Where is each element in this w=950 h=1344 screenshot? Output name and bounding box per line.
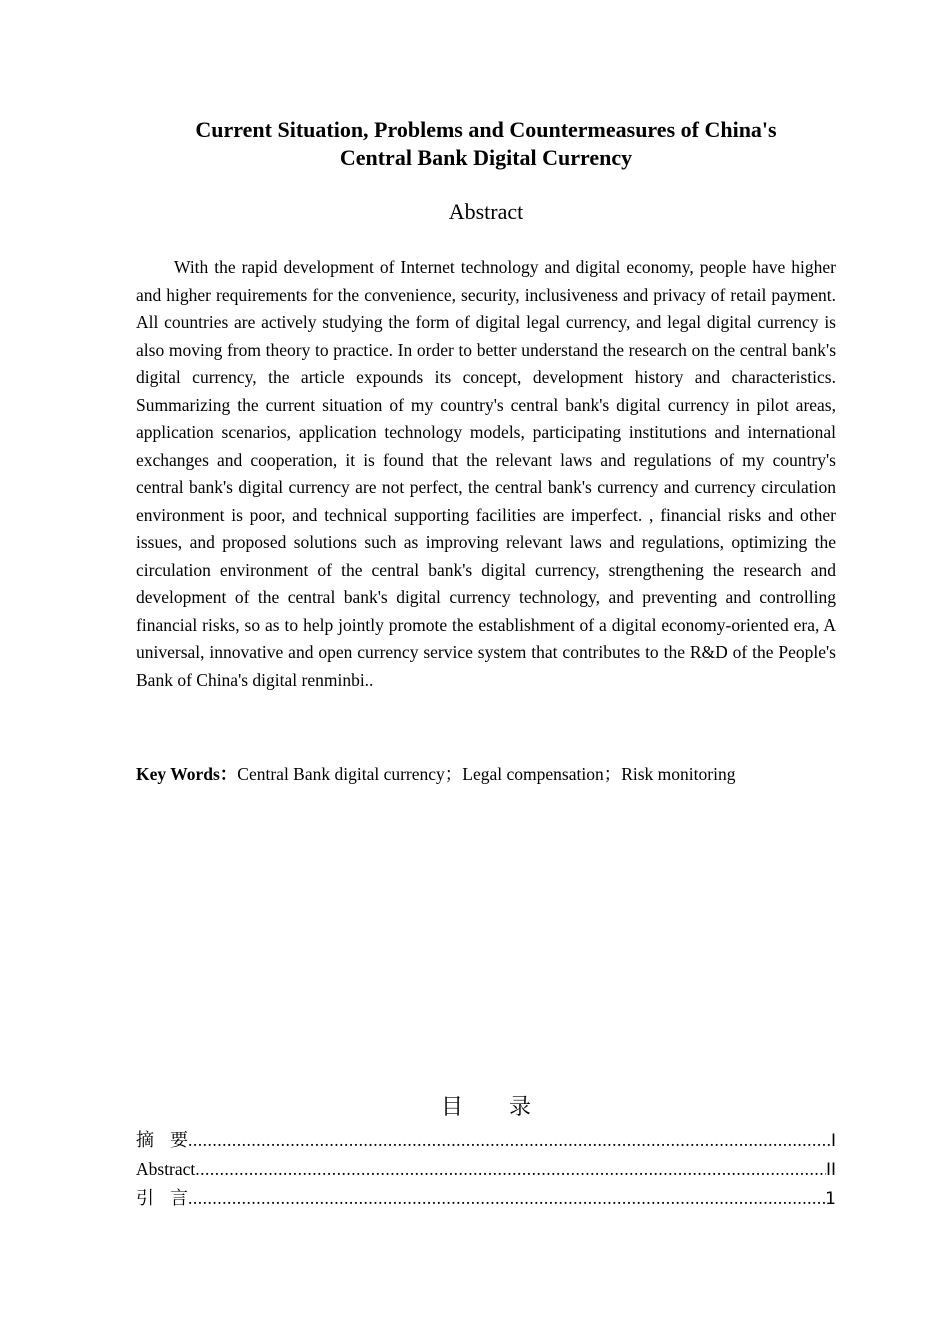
keywords-list: Central Bank digital currency；Legal compensation；Risk monitoring [237, 764, 736, 784]
toc-entry-yinyan[interactable] [136, 1184, 836, 1213]
toc-label-char-2: 言 [170, 1188, 188, 1209]
document-title [136, 116, 836, 172]
abstract-heading: Abstract [448, 199, 524, 224]
toc-entry-page: 1 [825, 1189, 836, 1209]
keywords-line [136, 760, 836, 788]
toc-heading-char-2: 录 [509, 1095, 532, 1120]
toc-heading-char-1: 目 [440, 1095, 463, 1120]
toc-label-char-1: 引 [136, 1188, 154, 1209]
toc-entry-label [136, 1184, 188, 1213]
toc-leader-dots [188, 1126, 831, 1155]
toc-label-char-2: 要 [170, 1130, 188, 1151]
title-line-1: Current Situation, Problems and Countermeasures of China's [195, 117, 777, 142]
toc-entry-label: Abstract [136, 1159, 196, 1179]
keywords-label: Key Words： [136, 764, 238, 784]
table-of-contents [136, 1126, 836, 1213]
toc-entry-page: I [830, 1131, 836, 1151]
toc-entry-page: II [825, 1160, 836, 1180]
toc-heading [136, 1092, 836, 1124]
toc-leader-dots [188, 1184, 825, 1213]
toc-label-char-1: 摘 [136, 1130, 154, 1151]
abstract-body: With the rapid development of Internet technology and digital economy, people have higher and higher requirements for the convenience, security, inclusiveness and privacy of retail payment. All countries are actively studying the form of digital legal currency, and legal digital currency is also moving from theory to practice. In order to better understand the research on the central bank's digital currency, the article expounds its concept, development history and characteristics. Summarizing the current situation of my country's central bank's digital currency in pilot areas, application scenarios, application technology models, participating institutions and international exchanges and cooperation, it is found that the relevant laws and regulations of my country's central bank's digital currency are not perfect, the central bank's currency and currency circulation environment is poor, and technical supporting facilities are imperfect. , financial risks and other issues, and proposed solutions such as improving relevant laws and regulations, optimizing the circulation environment of the central bank's digital currency, strengthening the research and development of the central bank's digital currency technology, and preventing and controlling financial risks, so as to help jointly promote the establishment of a digital economy-oriented era, A universal, innovative and open currency service system that contributes to the R&D of the People's Bank of China's digital renminbi.. [136, 257, 836, 690]
toc-leader-dots [195, 1155, 826, 1184]
title-line-2: Central Bank Digital Currency [339, 145, 633, 170]
toc-entry-abstract[interactable] [136, 1155, 836, 1184]
toc-entry-zhaiyao[interactable] [136, 1126, 836, 1155]
toc-entry-label [136, 1126, 188, 1155]
